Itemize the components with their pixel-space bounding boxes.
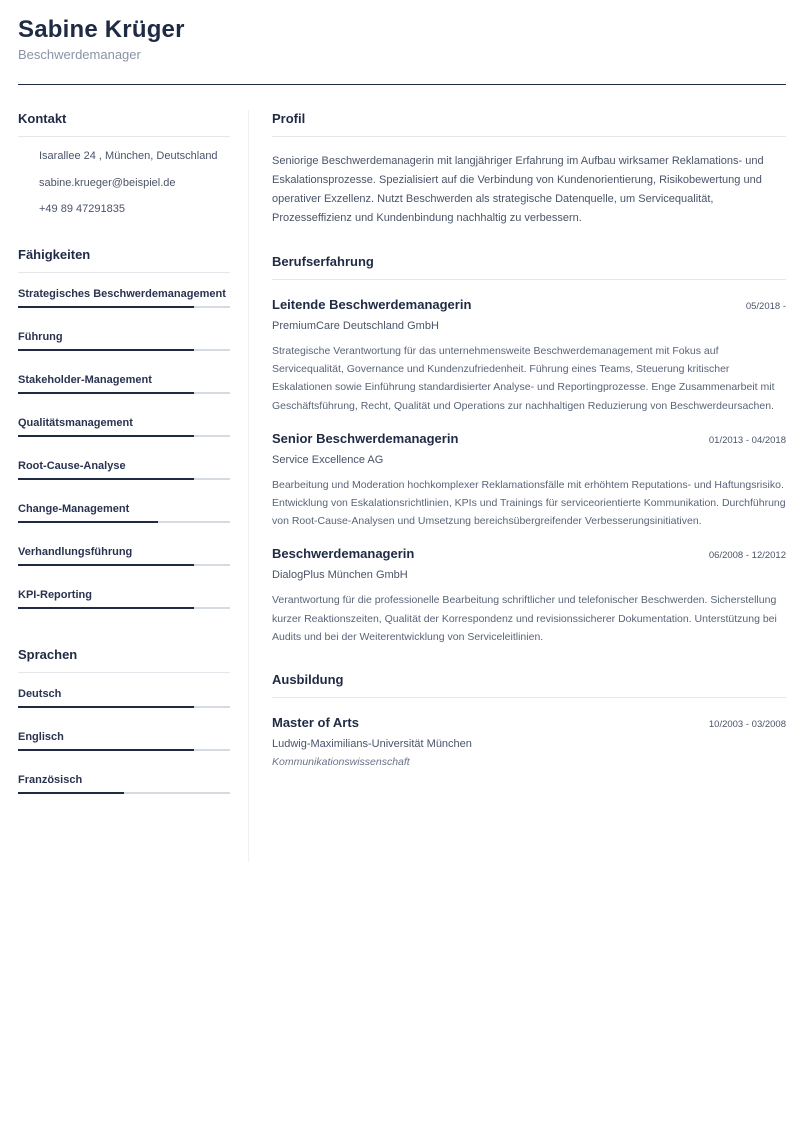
skill-level-bar xyxy=(18,564,230,566)
contact-phone[interactable]: +49 89 47291835 xyxy=(39,203,125,215)
education-field: Kommunikationswissenschaft xyxy=(272,756,410,769)
skill-level-bar xyxy=(18,521,230,523)
job-date: 05/2018 - xyxy=(745,301,786,312)
skill-level-fill xyxy=(18,478,194,480)
languages-heading: Sprachen xyxy=(18,646,230,673)
job-title: Beschwerdemanager xyxy=(18,47,141,62)
skill-level-bar xyxy=(18,435,230,437)
skill-label: Change-Management xyxy=(18,503,130,515)
job-date: 06/2008 - 12/2012 xyxy=(708,550,786,562)
language-label: Englisch xyxy=(18,731,64,743)
language-item xyxy=(18,687,230,708)
job-company: PremiumCare Deutschland GmbH xyxy=(272,320,439,332)
education-entry xyxy=(272,714,786,769)
job-description: Strategische Verantwortung für das unternehmensweite Beschwerdemanagement mit Fokus auf Servicequalität, Governance und Kundenzufriedenheit. Führung eines Teams, Steuerung kritischer Eskalationen sowie Einführung standardisierter Analyse- und Reportingprozesse. Enge Zusammenarbeit mit Geschäftsführung, Recht, Qualität und Operations zur nachhaltigen Reduzierung von Beschwerdeursachen. xyxy=(272,345,775,412)
skill-level-fill xyxy=(18,306,194,308)
skill-label: Qualitätsmanagement xyxy=(18,417,133,429)
skill-label: Verhandlungsführung xyxy=(18,546,133,558)
profile-summary: Seniorige Beschwerdemanagerin mit langjähriger Erfahrung im Aufbau wirksamer Reklamations- und Eskalationsprozesse. Spezialisiert auf die Verbindung von Kundenorientierung, Risikobewertung und operativer Exzellenz. Nutzt Beschwerden als strategische Datenquelle, um Servicequalität, Prozesseffizienz und Kundenbindung nachhaltig zu verbessern. xyxy=(272,155,764,224)
skill-item xyxy=(18,287,230,308)
contact-list xyxy=(18,149,230,216)
contact-address: Isarallee 24 , München, Deutschland xyxy=(39,150,218,162)
skill-label: Strategisches Beschwerdemanagement xyxy=(18,288,226,300)
skill-level-fill xyxy=(18,349,194,351)
skill-label: Führung xyxy=(18,331,63,343)
job-company: Service Excellence AG xyxy=(272,453,384,466)
skill-level-fill xyxy=(18,435,194,437)
skill-item xyxy=(18,588,230,609)
language-level-bar xyxy=(18,792,230,794)
skill-item xyxy=(18,330,230,351)
job-description: Bearbeitung und Moderation hochkomplexer Reklamationsfälle mit erhöhtem Reputations- und Haftungsrisiko. Entwicklung von Eskalationsrichtlinien, KPIs und Trainings für serviceorientierte Kommunikation. Durchführung von Root-Cause-Analysen und Umsetzung bereichsübergreifender Verbesserungsinitiativen. xyxy=(272,478,786,528)
skill-level-fill xyxy=(18,607,194,609)
job-header xyxy=(272,430,786,448)
main-content xyxy=(272,110,786,769)
skill-label: Stakeholder-Management xyxy=(18,374,152,386)
skills-list xyxy=(18,287,230,609)
job-entry xyxy=(272,430,786,531)
language-level-fill xyxy=(18,706,194,708)
resume-header xyxy=(18,16,786,63)
education-list xyxy=(272,714,786,769)
skill-item xyxy=(18,502,230,523)
language-level-bar xyxy=(18,706,230,708)
education-degree: Master of Arts xyxy=(272,715,359,731)
skill-level-fill xyxy=(18,564,194,566)
job-company: DialogPlus München GmbH xyxy=(272,569,408,582)
job-position: Senior Beschwerdemanagerin xyxy=(272,430,459,446)
language-level-fill xyxy=(18,792,124,794)
experience-list xyxy=(272,296,786,646)
skill-item xyxy=(18,373,230,394)
job-position: Beschwerdemanagerin xyxy=(272,546,415,562)
skill-item xyxy=(18,545,230,566)
contact-email[interactable]: sabine.krueger@beispiel.de xyxy=(39,176,176,189)
skill-label: KPI-Reporting xyxy=(18,589,92,601)
skill-level-fill xyxy=(18,521,158,523)
skill-level-bar xyxy=(18,478,230,480)
education-date: 10/2003 - 03/2008 xyxy=(708,719,786,731)
skills-heading: Fähigkeiten xyxy=(18,246,230,273)
person-name: Sabine Krüger xyxy=(18,16,185,43)
column-divider xyxy=(248,110,249,862)
education-header xyxy=(272,714,786,732)
job-description: Verantwortung für die professionelle Bearbeitung schriftlicher und telefonischer Beschwerden. Sicherstellung kurzer Reaktionszeiten, Qualität der Korrespondenz und revisionssicherer Dokumentation. Unterstützung bei Audits und bei der Weiterentwicklung von Serviceleitlinien. xyxy=(272,594,777,643)
language-item xyxy=(18,730,230,751)
skill-level-bar xyxy=(18,392,230,394)
sidebar xyxy=(18,110,230,794)
skill-label: Root-Cause-Analyse xyxy=(18,460,126,472)
skill-level-bar xyxy=(18,607,230,609)
education-heading: Ausbildung xyxy=(272,671,786,698)
job-entry xyxy=(272,296,786,415)
languages-list xyxy=(18,687,230,794)
skill-item xyxy=(18,459,230,480)
skill-level-bar xyxy=(18,306,230,308)
job-entry xyxy=(272,545,786,646)
skill-level-fill xyxy=(18,392,194,394)
language-label: Deutsch xyxy=(18,688,62,700)
skill-item xyxy=(18,416,230,437)
language-level-fill xyxy=(18,749,194,751)
contact-heading: Kontakt xyxy=(18,110,230,137)
profile-heading: Profil xyxy=(272,110,786,137)
experience-heading: Berufserfahrung xyxy=(272,253,786,280)
job-position: Leitende Beschwerdemanagerin xyxy=(272,297,472,312)
language-item xyxy=(18,773,230,794)
job-header xyxy=(272,296,786,314)
header-divider xyxy=(18,84,786,85)
education-school: Ludwig-Maximilians-Universität München xyxy=(272,738,472,751)
language-label: Französisch xyxy=(18,774,83,786)
job-header xyxy=(272,545,786,563)
job-date: 01/2013 - 04/2018 xyxy=(708,434,786,446)
skill-level-bar xyxy=(18,349,230,351)
language-level-bar xyxy=(18,749,230,751)
